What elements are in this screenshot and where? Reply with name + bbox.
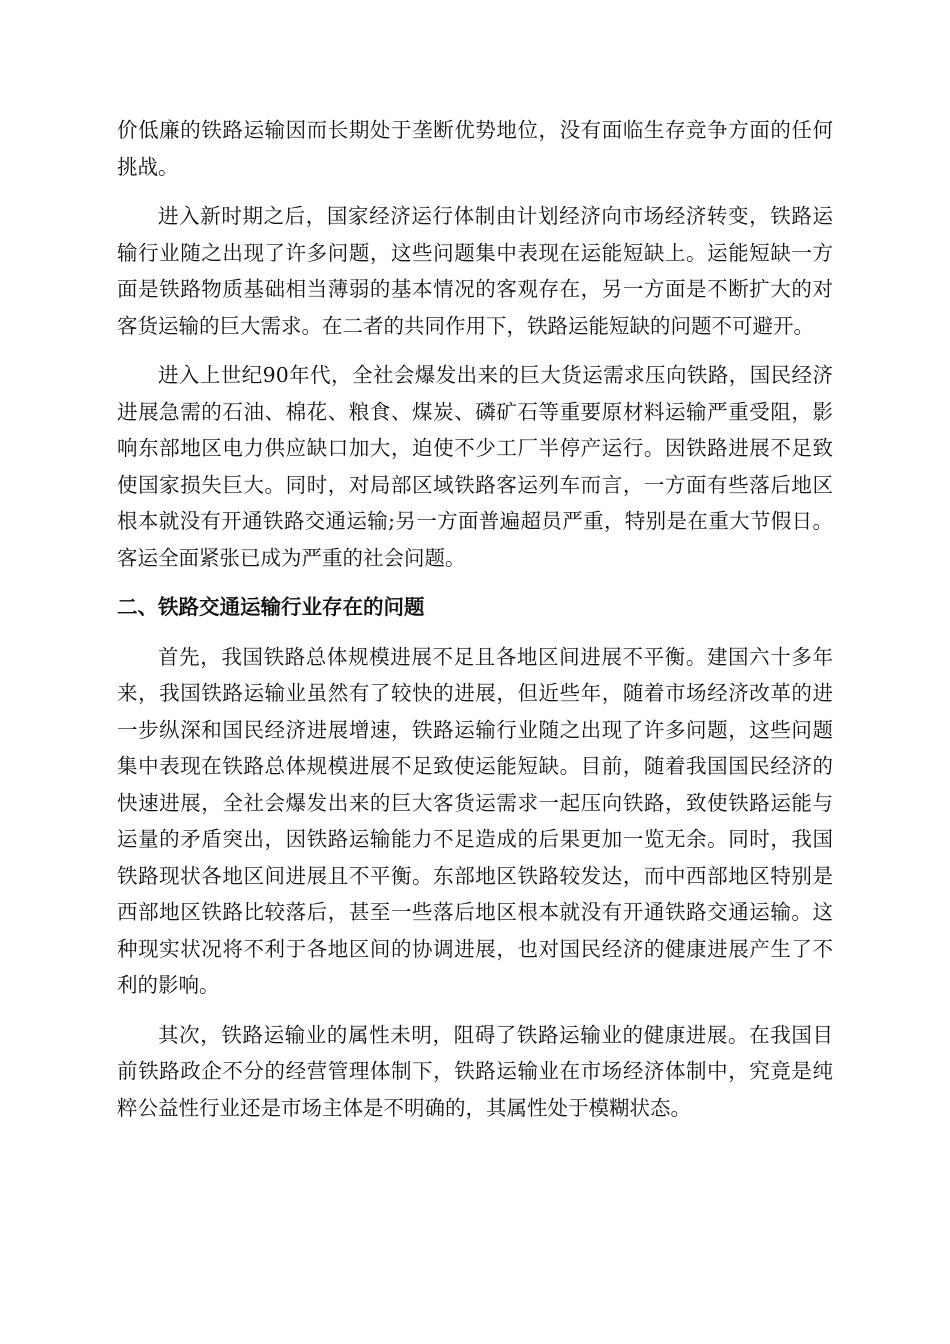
paragraph-first-issue: 首先，我国铁路总体规模进展不足且各地区间进展不平衡。建国六十多年来，我国铁路运输业虽然有了较快的进展，但近些年，随着市场经济改革的进一步纵深和国民经济进展增速，铁路运输行业随之出现了许多问题，这些问题集中表现在铁路总体规模进展不足致使运能短缺。目前，随着我国国民经济的快速进展，全社会爆发出来的巨大客货运需求一起压向铁路，致使铁路运能与运量的矛盾突出，因铁路运输能力不足造成的后果更加一览无余。同时，我国铁路现状各地区间进展且不平衡。东部地区铁路较发达，而中西部地区特别是西部地区铁路比较落后，甚至一些落后地区根本就没有开通铁路交通运输。这种现实状况将不利于各地区间的协调进展，也对国民经济的健康进展产生了不利的影响。: [117, 644, 833, 997]
paragraph-new-period: 进入新时期之后，国家经济运行体制由计划经济向市场经济转变，铁路运输行业随之出现了许多问题，这些问题集中表现在运能短缺上。运能短缺一方面是铁路物质基础相当薄弱的基本情况的客观存在，另一方面是不断扩大的对客货运输的巨大需求。在二者的共同作用下，铁路运能短缺的问题不可避开。: [117, 204, 833, 338]
paragraph-1990s: 进入上世纪90年代，全社会爆发出来的巨大货运需求压向铁路，国民经济进展急需的石油、棉花、粮食、煤炭、磷矿石等重要原材料运输严重受阻，影响东部地区电力供应缺口加大，迫使不少工厂半停产运行。因铁路进展不足致使国家损失巨大。同时，对局部区域铁路客运列车而言，一方面有些落后地区根本就没有开通铁路交通运输;另一方面普遍超员严重，特别是在重大节假日。客运全面紧张已成为严重的社会问题。: [117, 363, 833, 570]
document-page: [117, 112, 833, 1139]
section-heading: 二、铁路交通运输行业存在的问题: [117, 595, 425, 619]
paragraph-continued: 价低廉的铁路运输因而长期处于垄断优势地位，没有面临生存竞争方面的任何挑战。: [117, 118, 833, 179]
paragraph-second-issue: 其次，铁路运输业的属性未明，阻碍了铁路运输业的健康进展。在我国目前铁路政企不分的经营管理体制下，铁路运输业在市场经济体制中，究竟是纯粹公益性行业还是市场主体是不明确的，其属性处于模糊状态。: [117, 1022, 833, 1120]
